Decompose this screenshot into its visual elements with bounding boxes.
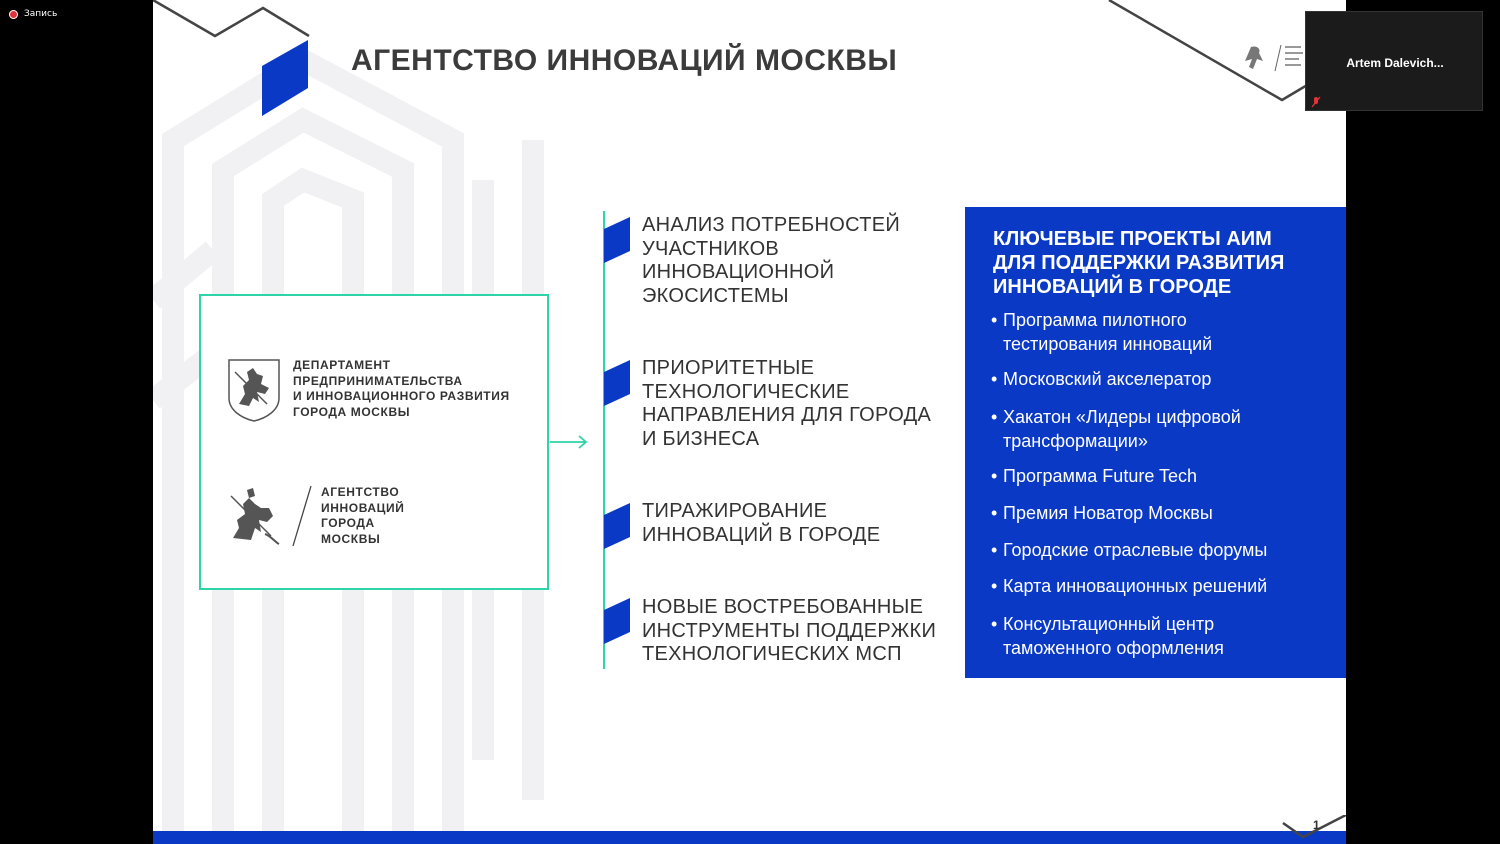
bottom-accent-bar [153, 831, 1346, 844]
project-item [991, 368, 1336, 392]
project-line: Программа Future Tech [1003, 466, 1198, 486]
bullet: • [991, 614, 998, 634]
project-line: Программа пилотного [1003, 310, 1187, 330]
project-item [991, 406, 1336, 453]
divider-slash [289, 484, 315, 548]
task-item [642, 596, 936, 667]
recording-indicator [9, 9, 57, 19]
agency-name [321, 485, 441, 547]
task-line: АНАЛИЗ ПОТРЕБНОСТЕЙ [642, 214, 901, 236]
key-projects-panel [965, 207, 1346, 678]
task-marker-icon [604, 217, 632, 265]
task-marker-icon [604, 360, 632, 408]
project-line: тестирования инноваций [1003, 333, 1213, 354]
project-line: Карта инновационных решений [1003, 576, 1268, 596]
project-item [991, 575, 1336, 599]
recording-label: Запись [24, 9, 58, 19]
project-item [991, 465, 1336, 489]
project-line: Городские отраслевые форумы [1003, 540, 1268, 560]
page-number: 1 [1313, 818, 1320, 832]
mic-muted-icon [1311, 96, 1321, 108]
agency-name-line: ГОРОДА [321, 516, 375, 530]
participant-video-tile[interactable] [1305, 11, 1483, 111]
project-item [991, 613, 1336, 660]
presentation-slide [153, 0, 1346, 844]
bullet: • [991, 540, 998, 560]
department-name [293, 358, 533, 420]
project-line: Хакатон «Лидеры цифровой [1003, 407, 1241, 427]
arrow-right-icon [550, 432, 590, 452]
panel-title-line: ИННОВАЦИЙ В ГОРОДЕ [993, 276, 1232, 298]
task-line: ИННОВАЦИОННОЙ [642, 261, 835, 283]
task-line: УЧАСТНИКОВ [642, 237, 780, 260]
bullet: • [991, 576, 998, 596]
panel-title-line: ДЛЯ ПОДДЕРЖКИ РАЗВИТИЯ [993, 252, 1285, 274]
bullet: • [991, 369, 998, 389]
department-name-line: ДЕПАРТАМЕНТ [293, 358, 391, 372]
task-line: ТЕХНОЛОГИЧЕСКИЕ [642, 380, 850, 403]
task-line: ИНСТРУМЕНТЫ ПОДДЕРЖКИ [642, 619, 937, 642]
panel-title-line: КЛЮЧЕВЫЕ ПРОЕКТЫ АИМ [993, 228, 1272, 250]
project-line: Московский акселератор [1003, 369, 1212, 389]
moscow-coat-of-arms-icon [227, 358, 281, 422]
department-name-line: И ИННОВАЦИОННОГО РАЗВИТИЯ [293, 389, 510, 403]
agency-name-line: АГЕНТСТВО [321, 485, 400, 499]
task-line: ЭКОСИСТЕМЫ [642, 284, 789, 307]
project-item [991, 539, 1336, 563]
corner-decoration [153, 0, 323, 120]
panel-title [993, 227, 1333, 299]
project-line: таможенного оформления [1003, 637, 1224, 658]
task-line: ПРИОРИТЕТНЫЕ [642, 357, 815, 379]
task-item [642, 357, 931, 451]
agency-name-line: МОСКВЫ [321, 531, 381, 546]
task-line: НАПРАВЛЕНИЯ ДЛЯ ГОРОДА [642, 404, 932, 426]
agency-name-line: ИННОВАЦИЙ [321, 500, 405, 515]
task-line: ИННОВАЦИЙ В ГОРОДЕ [642, 523, 881, 546]
project-item [991, 309, 1336, 356]
organization-logos-box [199, 294, 549, 590]
project-line: Консультационный центр [1003, 614, 1215, 634]
corner-decoration [1273, 815, 1346, 844]
st-george-rider-icon [227, 486, 283, 546]
project-line: Премия Новатор Москвы [1003, 503, 1213, 523]
task-marker-icon [604, 598, 632, 646]
record-icon [9, 10, 18, 19]
task-line: И БИЗНЕСА [642, 427, 760, 450]
department-name-line: ГОРОДА МОСКВЫ [293, 404, 411, 419]
task-item [642, 500, 880, 547]
bullet: • [991, 466, 998, 486]
project-line: трансформации» [1003, 430, 1148, 451]
project-item [991, 502, 1336, 526]
task-line: ТЕХНОЛОГИЧЕСКИХ МСП [642, 643, 902, 665]
bullet: • [991, 503, 998, 523]
task-line: ТИРАЖИРОВАНИЕ [642, 500, 828, 522]
bullet: • [991, 310, 998, 330]
department-name-line: ПРЕДПРИНИМАТЕЛЬСТВА [293, 373, 463, 388]
task-item [642, 214, 900, 308]
participant-name: Artem Dalevich... [1346, 56, 1444, 70]
task-line: НОВЫЕ ВОСТРЕБОВАННЫЕ [642, 596, 924, 618]
bullet: • [991, 407, 998, 427]
agency-logo-icon [1243, 43, 1313, 73]
slide-title: АГЕНТСТВО ИННОВАЦИЙ МОСКВЫ [351, 44, 898, 77]
task-marker-icon [604, 503, 632, 551]
